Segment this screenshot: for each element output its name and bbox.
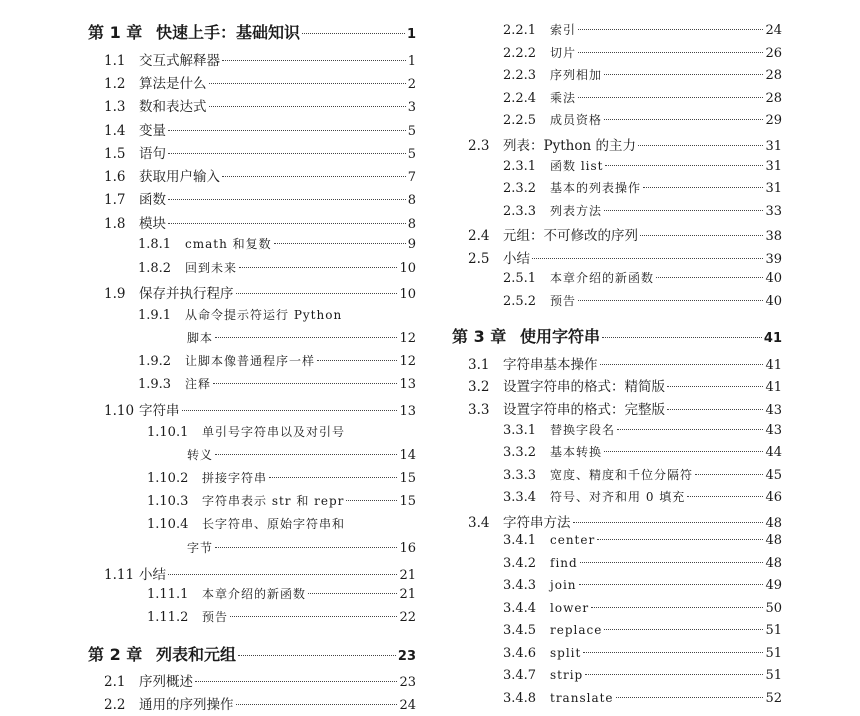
toc-entry-number: 2.2.5 bbox=[503, 113, 537, 128]
dot-leader bbox=[695, 474, 763, 475]
toc-entry-page-number: 28 bbox=[765, 91, 782, 106]
toc-entry-number: 第 1 章 bbox=[88, 23, 143, 42]
toc-entry-page-number: 51 bbox=[765, 623, 782, 638]
toc-entry[interactable] bbox=[147, 492, 416, 510]
dot-leader bbox=[604, 629, 763, 630]
toc-entry-title: 预告 bbox=[550, 294, 577, 308]
toc-entry[interactable] bbox=[104, 188, 416, 206]
dot-leader bbox=[274, 243, 406, 244]
dot-leader bbox=[578, 52, 763, 53]
dot-leader bbox=[604, 451, 763, 452]
toc-entry[interactable] bbox=[503, 601, 782, 619]
toc-entry-number: 1.10.3 bbox=[147, 494, 189, 509]
toc-entry-title: 设置字符串的格式：精简版 bbox=[503, 379, 665, 395]
toc-entry-title: 算法是什么 bbox=[139, 76, 207, 92]
toc-entry-title: 切片 bbox=[550, 46, 577, 60]
toc-entry-title: 使用字符串 bbox=[520, 327, 601, 346]
toc-entry[interactable] bbox=[187, 539, 416, 557]
toc-entry-page-number: 16 bbox=[399, 541, 416, 556]
dot-leader bbox=[687, 496, 763, 497]
dot-leader bbox=[168, 130, 406, 131]
toc-entry-title: 序列相加 bbox=[550, 68, 603, 82]
toc-entry-page-number: 41 bbox=[765, 380, 782, 395]
toc-entry-title: strip bbox=[550, 668, 584, 682]
toc-entry-title: 脚本 bbox=[187, 331, 214, 345]
toc-entry[interactable] bbox=[503, 533, 782, 551]
toc-entry-page-number: 3 bbox=[407, 100, 416, 115]
toc-entry[interactable] bbox=[503, 421, 782, 439]
toc-entry[interactable] bbox=[503, 269, 782, 287]
toc-entry-page-number: 43 bbox=[765, 423, 782, 438]
toc-entry-number: 2.2.1 bbox=[503, 23, 537, 38]
toc-entry-number: 2.5.2 bbox=[503, 294, 537, 309]
dot-leader bbox=[573, 522, 764, 523]
toc-entry-title: 语句 bbox=[139, 146, 166, 162]
toc-entry[interactable] bbox=[104, 165, 416, 183]
toc-entry[interactable] bbox=[104, 212, 416, 230]
toc-entry[interactable] bbox=[138, 375, 416, 393]
toc-entry[interactable] bbox=[187, 446, 416, 464]
toc-entry-page-number: 33 bbox=[765, 204, 782, 219]
toc-entry[interactable] bbox=[452, 324, 782, 344]
toc-entry-title: 快速上手：基础知识 bbox=[156, 23, 301, 42]
toc-entry-page-number: 51 bbox=[765, 646, 782, 661]
toc-entry[interactable] bbox=[503, 44, 782, 62]
dot-leader bbox=[238, 655, 396, 656]
toc-entry-number: 2.2.4 bbox=[503, 91, 537, 106]
toc-entry-number: 1.6 bbox=[104, 169, 126, 185]
toc-entry[interactable] bbox=[138, 259, 416, 277]
toc-entry-page-number: 49 bbox=[765, 578, 782, 593]
toc-entry[interactable] bbox=[104, 119, 416, 137]
toc-entry-number: 3.4.8 bbox=[503, 691, 537, 706]
toc-entry-number: 2.2.3 bbox=[503, 68, 537, 83]
toc-entry-number: 3.4.5 bbox=[503, 623, 537, 638]
toc-entry-page-number: 46 bbox=[765, 490, 782, 505]
toc-entry-number: 1.8.1 bbox=[138, 237, 172, 252]
toc-entry-page-number: 9 bbox=[407, 237, 416, 252]
toc-entry[interactable] bbox=[503, 556, 782, 574]
dot-leader bbox=[209, 106, 406, 107]
toc-entry-title: 交互式解释器 bbox=[139, 53, 220, 69]
toc-entry-number: 3.4.6 bbox=[503, 646, 537, 661]
toc-entry-number: 1.11.2 bbox=[147, 610, 189, 625]
toc-entry-number: 3.4 bbox=[468, 515, 490, 531]
toc-entry-number: 2.1 bbox=[104, 674, 126, 690]
toc-entry-number: 1.9.2 bbox=[138, 354, 172, 369]
toc-entry-title: center bbox=[550, 533, 596, 547]
dot-leader bbox=[656, 277, 763, 278]
toc-entry[interactable] bbox=[468, 247, 782, 265]
toc-entry[interactable] bbox=[468, 511, 782, 529]
toc-entry[interactable] bbox=[503, 466, 782, 484]
toc-entry-number: 2.2 bbox=[104, 697, 126, 713]
toc-entry-page-number: 8 bbox=[407, 217, 416, 232]
toc-entry-page-number: 2 bbox=[407, 77, 416, 92]
dot-leader bbox=[302, 33, 405, 34]
toc-entry-number: 3.4.7 bbox=[503, 668, 537, 683]
toc-entry-page-number: 40 bbox=[765, 294, 782, 309]
dot-leader bbox=[667, 386, 763, 387]
toc-entry-number: 3.2 bbox=[468, 379, 490, 395]
toc-entry-number: 3.3.4 bbox=[503, 490, 537, 505]
toc-entry-number: 1.10 bbox=[104, 403, 135, 419]
toc-entry-number: 3.4.3 bbox=[503, 578, 537, 593]
toc-entry-page-number: 39 bbox=[765, 252, 782, 267]
toc-entry-title: 让脚本像普通程序一样 bbox=[185, 354, 316, 368]
dot-leader bbox=[236, 293, 398, 294]
toc-entry-title: replace bbox=[550, 623, 603, 637]
toc-entry-title: 基本转换 bbox=[550, 445, 603, 459]
toc-entry[interactable] bbox=[147, 585, 416, 603]
toc-entry[interactable] bbox=[147, 608, 416, 626]
dot-leader bbox=[195, 681, 397, 682]
dot-leader bbox=[222, 60, 406, 61]
toc-entry-title: 字符串表示 str 和 repr bbox=[202, 494, 345, 508]
toc-entry-title: 列表方法 bbox=[550, 204, 603, 218]
dot-leader bbox=[604, 74, 763, 75]
toc-entry-title: 回到未来 bbox=[185, 261, 238, 275]
dot-leader bbox=[230, 616, 397, 617]
toc-entry-number: 3.1 bbox=[468, 357, 490, 373]
toc-entry-page-number: 26 bbox=[765, 46, 782, 61]
dot-leader bbox=[602, 337, 762, 338]
toc-entry[interactable] bbox=[503, 111, 782, 129]
dot-leader bbox=[215, 454, 397, 455]
dot-leader bbox=[591, 607, 763, 608]
toc-entry-page-number: 23 bbox=[397, 649, 416, 664]
toc-entry-title: 基本的列表操作 bbox=[550, 181, 642, 195]
dot-leader bbox=[583, 652, 763, 653]
toc-entry-title: 索引 bbox=[550, 23, 577, 37]
toc-entry-number: 1.4 bbox=[104, 123, 126, 139]
dot-leader bbox=[317, 360, 397, 361]
toc-entry-title: 拼接字符串 bbox=[202, 471, 268, 485]
toc-entry-title: 宽度、精度和千位分隔符 bbox=[550, 468, 694, 482]
toc-entry-title: 列表：Python 的主力 bbox=[503, 138, 636, 154]
toc-entry-page-number: 29 bbox=[765, 113, 782, 128]
toc-entry-number: 第 3 章 bbox=[452, 327, 507, 346]
toc-entry-number: 1.9.1 bbox=[138, 308, 172, 323]
toc-entry-page-number: 52 bbox=[765, 691, 782, 706]
toc-entry[interactable] bbox=[503, 691, 782, 709]
dot-leader bbox=[638, 145, 764, 146]
toc-entry-page-number: 44 bbox=[765, 445, 782, 460]
toc-entry-number: 2.3.1 bbox=[503, 159, 537, 174]
toc-entry-title: 序列概述 bbox=[139, 674, 193, 690]
toc-entry-number: 2.5.1 bbox=[503, 271, 537, 286]
toc-entry-title: 函数 bbox=[139, 192, 166, 208]
toc-entry-title: 通用的序列操作 bbox=[139, 697, 234, 713]
toc-entry[interactable] bbox=[503, 202, 782, 220]
toc-entry-title: 符号、对齐和用 0 填充 bbox=[550, 490, 686, 504]
toc-entry-number: 1.10.2 bbox=[147, 471, 189, 486]
toc-entry[interactable] bbox=[147, 515, 345, 533]
toc-entry-page-number: 15 bbox=[399, 494, 416, 509]
dot-leader bbox=[578, 300, 763, 301]
toc-entry[interactable] bbox=[468, 224, 782, 242]
toc-entry-title: 预告 bbox=[202, 610, 229, 624]
toc-entry-page-number: 48 bbox=[765, 533, 782, 548]
toc-entry-number: 3.4.2 bbox=[503, 556, 537, 571]
toc-entry[interactable] bbox=[468, 398, 782, 416]
toc-entry[interactable] bbox=[503, 443, 782, 461]
toc-entry[interactable] bbox=[503, 157, 782, 175]
dot-leader bbox=[600, 364, 764, 365]
toc-entry-number: 3.4.4 bbox=[503, 601, 537, 616]
toc-entry[interactable] bbox=[503, 646, 782, 664]
dot-leader bbox=[579, 584, 764, 585]
toc-entry-page-number: 13 bbox=[399, 377, 416, 392]
toc-entry[interactable] bbox=[138, 235, 416, 253]
toc-entry[interactable] bbox=[187, 329, 416, 347]
toc-entry-page-number: 38 bbox=[765, 229, 782, 244]
toc-entry[interactable] bbox=[503, 21, 782, 39]
toc-entry-page-number: 21 bbox=[399, 587, 416, 602]
toc-entry-page-number: 41 bbox=[763, 331, 782, 346]
toc-entry-number: 2.2.2 bbox=[503, 46, 537, 61]
toc-entry-page-number: 28 bbox=[765, 68, 782, 83]
toc-entry-number: 1.7 bbox=[104, 192, 126, 208]
toc-entry-page-number: 10 bbox=[399, 287, 416, 302]
toc-entry[interactable] bbox=[503, 179, 782, 197]
toc-entry-page-number: 50 bbox=[765, 601, 782, 616]
toc-entry-number: 1.1 bbox=[104, 53, 126, 69]
toc-entry-title: 乘法 bbox=[550, 91, 577, 105]
toc-entry-title: 模块 bbox=[139, 216, 166, 232]
toc-entry-title: 列表和元组 bbox=[156, 645, 237, 664]
toc-entry-number: 1.10.1 bbox=[147, 425, 189, 440]
dot-leader bbox=[222, 176, 406, 177]
toc-entry[interactable] bbox=[147, 423, 345, 441]
dot-leader bbox=[269, 477, 397, 478]
toc-entry-title: lower bbox=[550, 601, 590, 615]
toc-entry-page-number: 48 bbox=[765, 556, 782, 571]
toc-entry[interactable] bbox=[503, 488, 782, 506]
dot-leader bbox=[215, 337, 397, 338]
toc-entry[interactable] bbox=[104, 49, 416, 67]
dot-leader bbox=[532, 258, 763, 259]
toc-entry-number: 2.3 bbox=[468, 138, 490, 154]
toc-entry-number: 3.3.1 bbox=[503, 423, 537, 438]
toc-entry-number: 1.3 bbox=[104, 99, 126, 115]
toc-entry-title: 数和表达式 bbox=[139, 99, 207, 115]
toc-entry-title: 字符串基本操作 bbox=[503, 357, 598, 373]
toc-entry[interactable] bbox=[147, 469, 416, 487]
toc-entry-number: 1.9 bbox=[104, 286, 126, 302]
toc-entry-title: cmath 和复数 bbox=[185, 237, 272, 251]
toc-entry-number: 3.3.3 bbox=[503, 468, 537, 483]
toc-entry-page-number: 1 bbox=[406, 27, 416, 42]
toc-entry-number: 2.3.3 bbox=[503, 204, 537, 219]
toc-entry-page-number: 14 bbox=[399, 448, 416, 463]
toc-entry-title: 字符串方法 bbox=[503, 515, 571, 531]
toc-entry-title: join bbox=[550, 578, 577, 592]
dot-leader bbox=[578, 97, 763, 98]
toc-entry-number: 1.2 bbox=[104, 76, 126, 92]
toc-entry-page-number: 31 bbox=[765, 159, 782, 174]
toc-entry[interactable] bbox=[503, 66, 782, 84]
toc-entry-page-number: 51 bbox=[765, 668, 782, 683]
dot-leader bbox=[308, 593, 397, 594]
dot-leader bbox=[168, 223, 406, 224]
dot-leader bbox=[209, 83, 406, 84]
dot-leader bbox=[585, 674, 763, 675]
toc-entry-title: 字节 bbox=[187, 541, 214, 555]
dot-leader bbox=[168, 153, 406, 154]
toc-entry-title: 单引号字符串以及对引号 bbox=[202, 425, 346, 439]
toc-entry-number: 2.4 bbox=[468, 228, 490, 244]
toc-entry[interactable] bbox=[468, 353, 782, 371]
toc-entry-title: 函数 list bbox=[550, 159, 604, 173]
toc-entry-number: 1.11.1 bbox=[147, 587, 189, 602]
dot-leader bbox=[168, 574, 397, 575]
toc-entry-title: find bbox=[550, 556, 578, 570]
dot-leader bbox=[578, 29, 763, 30]
toc-entry-number: 1.11 bbox=[104, 567, 135, 583]
toc-entry-number: 3.4.1 bbox=[503, 533, 537, 548]
dot-leader bbox=[667, 409, 763, 410]
toc-entry[interactable] bbox=[138, 306, 342, 324]
toc-entry-number: 3.3.2 bbox=[503, 445, 537, 460]
toc-entry-page-number: 41 bbox=[765, 358, 782, 373]
dot-leader bbox=[617, 429, 763, 430]
toc-entry-number: 3.3 bbox=[468, 402, 490, 418]
toc-entry[interactable] bbox=[503, 292, 782, 310]
toc-entry[interactable] bbox=[138, 352, 416, 370]
toc-entry[interactable] bbox=[104, 95, 416, 113]
dot-leader bbox=[597, 539, 763, 540]
toc-entry-title: 小结 bbox=[139, 567, 166, 583]
toc-entry-title: 元组：不可修改的序列 bbox=[503, 228, 638, 244]
toc-entry-page-number: 31 bbox=[765, 181, 782, 196]
toc-entry-page-number: 1 bbox=[407, 54, 416, 69]
toc-entry-title: 变量 bbox=[139, 123, 166, 139]
toc-entry-number: 1.5 bbox=[104, 146, 126, 162]
toc-entry-number: 2.5 bbox=[468, 251, 490, 267]
toc-entry-number: 1.10.4 bbox=[147, 517, 189, 532]
toc-entry[interactable] bbox=[104, 282, 416, 300]
dot-leader bbox=[346, 500, 397, 501]
toc-entry[interactable] bbox=[104, 72, 416, 90]
toc-entry-page-number: 7 bbox=[407, 170, 416, 185]
toc-entry-page-number: 12 bbox=[399, 354, 416, 369]
toc-entry-title: 小结 bbox=[503, 251, 530, 267]
dot-leader bbox=[236, 704, 398, 705]
toc-entry-page-number: 43 bbox=[765, 403, 782, 418]
toc-entry-page-number: 22 bbox=[399, 610, 416, 625]
dot-leader bbox=[239, 267, 397, 268]
toc-entry-title: 本章介绍的新函数 bbox=[202, 587, 307, 601]
toc-entry-page-number: 8 bbox=[407, 193, 416, 208]
toc-entry-title: split bbox=[550, 646, 582, 660]
toc-entry-page-number: 12 bbox=[399, 331, 416, 346]
dot-leader bbox=[213, 383, 397, 384]
toc-entry-title: 转义 bbox=[187, 448, 214, 462]
toc-entry[interactable] bbox=[468, 134, 782, 152]
toc-entry-number: 1.9.3 bbox=[138, 377, 172, 392]
toc-entry-page-number: 10 bbox=[399, 261, 416, 276]
toc-entry[interactable] bbox=[104, 563, 416, 581]
toc-entry-title: 长字符串、原始字符串和 bbox=[202, 517, 346, 531]
toc-entry[interactable] bbox=[503, 623, 782, 641]
toc-entry[interactable] bbox=[104, 670, 416, 688]
toc-entry-page-number: 40 bbox=[765, 271, 782, 286]
toc-entry-title: 保存并执行程序 bbox=[139, 286, 234, 302]
toc-entry-page-number: 45 bbox=[765, 468, 782, 483]
toc-entry-page-number: 5 bbox=[407, 124, 416, 139]
toc-entry-page-number: 31 bbox=[765, 139, 782, 154]
toc-entry-number: 2.3.2 bbox=[503, 181, 537, 196]
toc-entry-page-number: 23 bbox=[399, 675, 416, 690]
toc-entry-title: 设置字符串的格式：完整版 bbox=[503, 402, 665, 418]
dot-leader bbox=[182, 410, 398, 411]
dot-leader bbox=[605, 165, 763, 166]
toc-entry-number: 1.8.2 bbox=[138, 261, 172, 276]
dot-leader bbox=[580, 562, 764, 563]
toc-entry[interactable] bbox=[503, 89, 782, 107]
toc-entry-page-number: 13 bbox=[399, 404, 416, 419]
toc-entry[interactable] bbox=[104, 693, 416, 711]
toc-entry-title: 获取用户输入 bbox=[139, 169, 220, 185]
toc-entry-title: 成员资格 bbox=[550, 113, 603, 127]
toc-entry[interactable] bbox=[88, 20, 416, 40]
dot-leader bbox=[616, 697, 764, 698]
toc-entry[interactable] bbox=[503, 578, 782, 596]
toc-entry[interactable] bbox=[503, 668, 782, 686]
dot-leader bbox=[640, 235, 763, 236]
toc-entry[interactable] bbox=[88, 642, 416, 662]
toc-entry-page-number: 15 bbox=[399, 471, 416, 486]
toc-entry-title: translate bbox=[550, 691, 614, 705]
toc-entry-page-number: 24 bbox=[765, 23, 782, 38]
dot-leader bbox=[604, 210, 763, 211]
toc-entry-page-number: 5 bbox=[407, 147, 416, 162]
dot-leader bbox=[215, 547, 397, 548]
toc-entry-page-number: 24 bbox=[399, 698, 416, 713]
toc-entry-title: 注释 bbox=[185, 377, 212, 391]
toc-entry-title: 字符串 bbox=[139, 403, 180, 419]
toc-entry-title: 替换字段名 bbox=[550, 423, 616, 437]
toc-entry-page-number: 21 bbox=[399, 568, 416, 583]
dot-leader bbox=[604, 119, 763, 120]
toc-entry-number: 1.8 bbox=[104, 216, 126, 232]
toc-entry-title: 从命令提示符运行 Python bbox=[185, 308, 343, 322]
toc-entry[interactable] bbox=[104, 142, 416, 160]
toc-entry-number: 第 2 章 bbox=[88, 645, 143, 664]
toc-entry[interactable] bbox=[468, 375, 782, 393]
toc-entry-title: 本章介绍的新函数 bbox=[550, 271, 655, 285]
toc-entry-page-number: 48 bbox=[765, 516, 782, 531]
dot-leader bbox=[643, 187, 763, 188]
dot-leader bbox=[168, 199, 406, 200]
toc-entry[interactable] bbox=[104, 399, 416, 417]
